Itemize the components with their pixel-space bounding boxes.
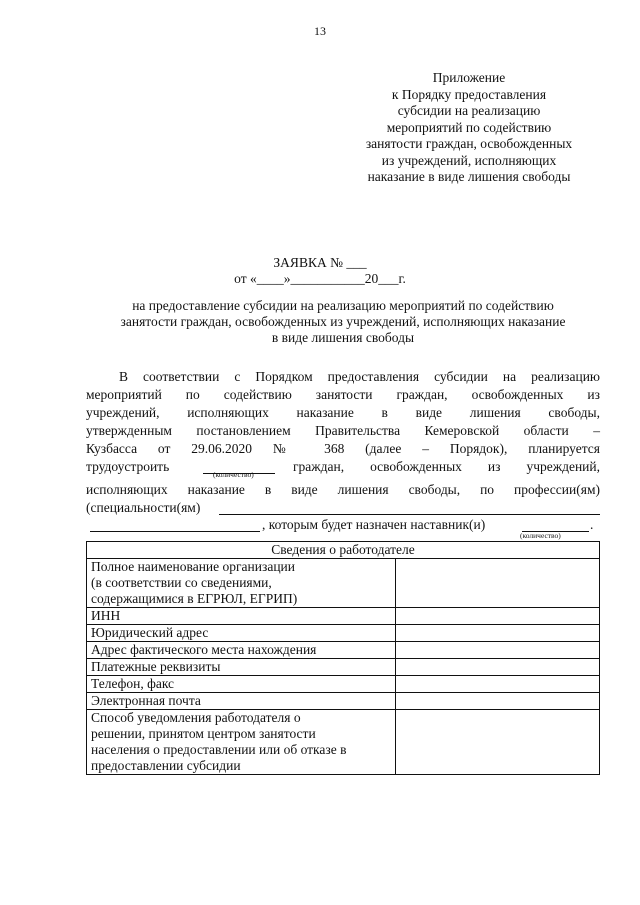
body-line-6-start: трудоустроить xyxy=(86,459,170,474)
title-date: от «____»___________20___г. xyxy=(234,271,406,286)
appendix-line: мероприятий по содействию xyxy=(386,119,552,135)
body-line-3: учреждений, исполняющих наказание в виде лишения свободы, xyxy=(86,405,600,420)
row-label xyxy=(87,710,396,775)
row-label-line: содержащимися в ЕГРЮЛ, ЕГРИП) xyxy=(91,591,298,606)
appendix-line: наказание в виде лишения свободы xyxy=(367,169,571,184)
appendix-line: к Порядку предоставления xyxy=(391,86,547,102)
employer-info-table xyxy=(86,541,600,775)
subject-line: на предоставление субсидии на реализацию мероприятий по содействию xyxy=(132,298,554,313)
quantity-note-2: (количество) xyxy=(520,531,561,540)
row-label-line: Полное наименование организации xyxy=(91,559,295,574)
row-label-line: Платежные реквизиты xyxy=(91,659,221,674)
body-line-7: исполняющих наказание в виде лишения свободы, по профессии(ям) xyxy=(86,482,600,497)
table-header: Сведения о работодателе xyxy=(87,542,600,559)
specialty-blank-1[interactable] xyxy=(219,500,600,515)
row-label xyxy=(87,676,396,693)
body-line-9: , которым будет назначен наставник(и) xyxy=(262,517,486,532)
table-row xyxy=(87,608,600,625)
document-title xyxy=(0,255,640,287)
subject-line: занятости граждан, освобожденных из учреждений, исполняющих наказание xyxy=(120,314,566,329)
table-row xyxy=(87,659,600,676)
row-label xyxy=(87,608,396,625)
document-subject xyxy=(86,298,600,346)
table-row xyxy=(87,642,600,659)
row-label-line: Юридический адрес xyxy=(91,625,209,640)
appendix-line: Приложение xyxy=(432,70,506,85)
row-label xyxy=(87,659,396,676)
body-line-8: (специальности(ям) xyxy=(86,500,201,515)
appendix-line: занятости граждан, освобожденных xyxy=(365,136,573,151)
quantity-blank-2[interactable] xyxy=(522,517,589,532)
body-line-2: мероприятий по содействию занятости граждан, освобожденных из xyxy=(86,387,600,402)
body-line-5: Кузбасса от 29.06.2020 № 368 (далее – Порядок), планируется xyxy=(86,441,600,456)
row-label-line: Адрес фактического места нахождения xyxy=(91,642,317,657)
row-label-line: Телефон, факс xyxy=(91,676,175,691)
row-label-line: (в соответствии со сведениями, xyxy=(91,575,272,590)
body-line-6-end: граждан, освобожденных из учреждений, xyxy=(293,459,600,474)
table-row xyxy=(87,676,600,693)
body-line-4: утвержденным постановлением Правительства Кемеровской области – xyxy=(86,423,600,438)
appendix-block xyxy=(338,70,600,186)
row-value-full-name[interactable] xyxy=(396,559,600,608)
row-label-line: Способ уведомления работодателя о xyxy=(91,710,301,725)
row-label-line: ИНН xyxy=(91,608,121,623)
page-number: 13 xyxy=(314,24,326,38)
table-row xyxy=(87,625,600,642)
appendix-line: субсидии на реализацию xyxy=(397,103,541,118)
table-header-row xyxy=(87,542,600,559)
row-value-payment-details[interactable] xyxy=(396,659,600,676)
appendix-line: из учреждений, исполняющих xyxy=(381,152,557,168)
row-value-email[interactable] xyxy=(396,693,600,710)
quantity-note-1: (количество) xyxy=(213,470,254,479)
row-label xyxy=(87,559,396,608)
specialty-blank-2[interactable] xyxy=(90,517,260,532)
row-label xyxy=(87,642,396,659)
row-value-legal-address[interactable] xyxy=(396,625,600,642)
row-label-line: предоставлении субсидии xyxy=(91,758,241,773)
body-line-1: В соответствии с Порядком предоставления субсидии на реализацию xyxy=(119,369,600,384)
row-label xyxy=(87,693,396,710)
table-row xyxy=(87,559,600,608)
subject-line: в виде лишения свободы xyxy=(271,330,415,345)
table-row xyxy=(87,710,600,775)
row-value-actual-address[interactable] xyxy=(396,642,600,659)
body-line-9-end: . xyxy=(590,517,594,532)
row-value-phone-fax[interactable] xyxy=(396,676,600,693)
row-value-inn[interactable] xyxy=(396,608,600,625)
title-number: ЗАЯВКА № ___ xyxy=(273,255,367,270)
row-label-line: Электронная почта xyxy=(91,693,201,708)
row-value-notification-method[interactable] xyxy=(396,710,600,775)
row-label-line: населения о предоставлении или об отказе в xyxy=(91,742,347,757)
row-label xyxy=(87,625,396,642)
row-label-line: решении, принятом центром занятости xyxy=(91,726,316,741)
table-row xyxy=(87,693,600,710)
